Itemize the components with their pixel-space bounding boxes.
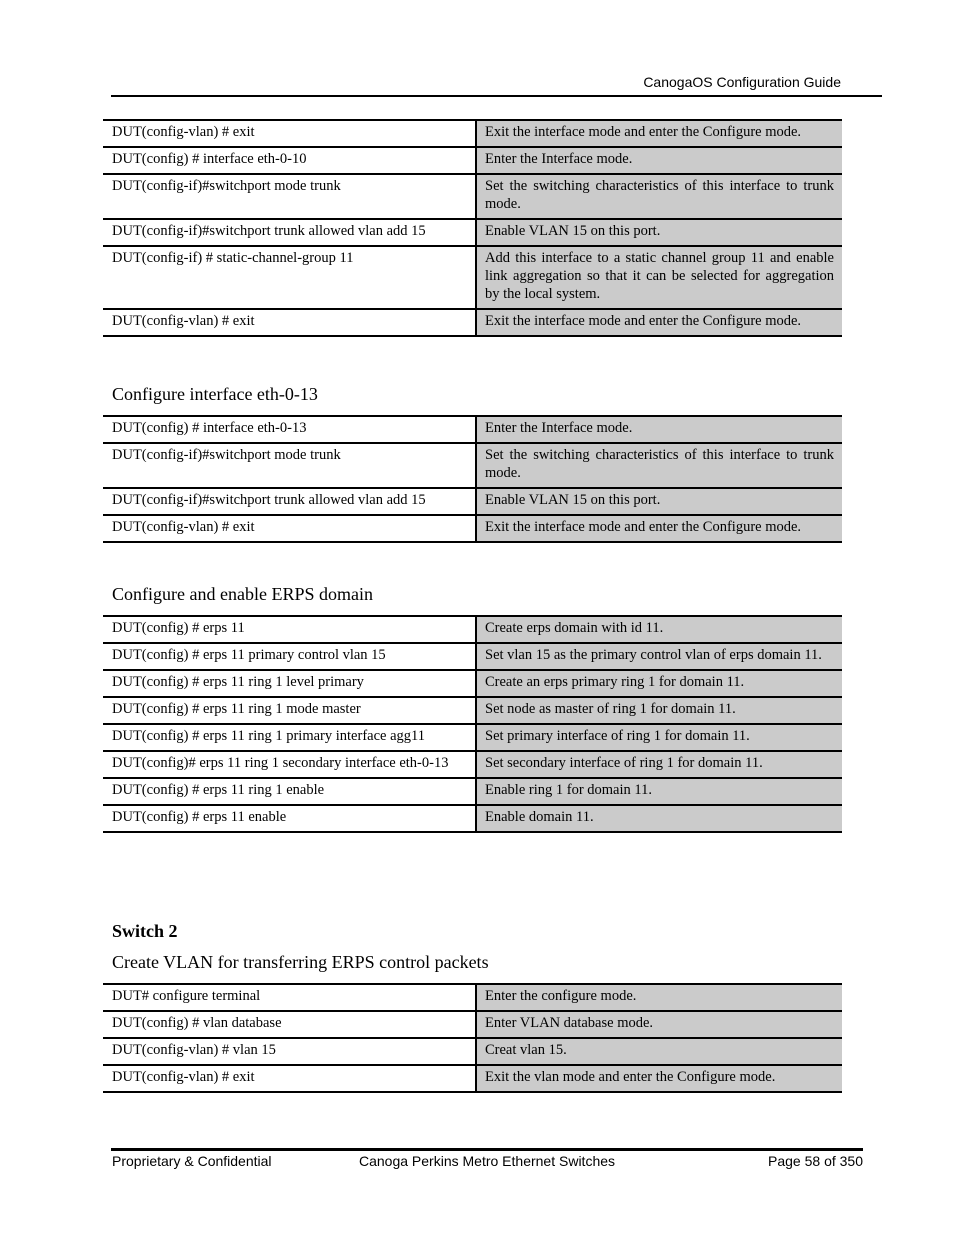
description-cell: Enter VLAN database mode. (477, 1012, 842, 1037)
table-row (103, 804, 842, 833)
command-cell: DUT(config-if) # static-channel-group 11 (103, 247, 477, 308)
description-cell: Set node as master of ring 1 for domain 11. (477, 698, 842, 723)
description-cell: Set the switching characteristics of this interface to trunk mode. (477, 175, 842, 218)
description-cell: Exit the interface mode and enter the Configure mode. (477, 310, 842, 335)
command-cell: DUT# configure terminal (103, 985, 477, 1010)
table-row (103, 514, 842, 543)
description-cell: Enter the configure mode. (477, 985, 842, 1010)
command-cell: DUT(config) # interface eth-0-13 (103, 417, 477, 442)
section-heading-eth13: Configure interface eth-0-13 (112, 384, 318, 404)
command-cell: DUT(config) # vlan database (103, 1012, 477, 1037)
description-cell: Set vlan 15 as the primary control vlan of erps domain 11. (477, 644, 842, 669)
header-title: CanogaOS Configuration Guide (643, 74, 841, 90)
command-table-eth10 (103, 119, 842, 337)
description-cell: Set the switching characteristics of this interface to trunk mode. (477, 444, 842, 487)
command-cell: DUT(config) # erps 11 ring 1 enable (103, 779, 477, 804)
table-row (103, 1037, 842, 1064)
table-row (103, 642, 842, 669)
command-cell: DUT(config-if)#switchport mode trunk (103, 175, 477, 218)
header-divider (111, 95, 882, 97)
table-row (103, 777, 842, 804)
table-row (103, 173, 842, 218)
command-cell: DUT(config-if)#switchport mode trunk (103, 444, 477, 487)
table-row (103, 723, 842, 750)
table-row (103, 1010, 842, 1037)
command-cell: DUT(config-vlan) # exit (103, 310, 477, 335)
description-cell: Create erps domain with id 11. (477, 617, 842, 642)
table-row (103, 696, 842, 723)
footer-right: Page 58 of 350 (768, 1153, 863, 1169)
command-cell: DUT(config) # erps 11 ring 1 primary interface agg11 (103, 725, 477, 750)
command-cell: DUT(config) # erps 11 ring 1 level primary (103, 671, 477, 696)
command-cell: DUT(config-vlan) # exit (103, 121, 477, 146)
section-heading-erps: Configure and enable ERPS domain (112, 584, 373, 604)
command-cell: DUT(config-vlan) # vlan 15 (103, 1039, 477, 1064)
table-row (103, 119, 842, 146)
description-cell: Enable domain 11. (477, 806, 842, 831)
command-table-erps (103, 615, 842, 833)
table-row (103, 615, 842, 642)
description-cell: Exit the vlan mode and enter the Configure mode. (477, 1066, 842, 1091)
description-cell: Add this interface to a static channel group 11 and enable link aggregation so that it can be selected for aggregation by the local system. (477, 247, 842, 308)
command-cell: DUT(config) # erps 11 ring 1 mode master (103, 698, 477, 723)
command-cell: DUT(config-if)#switchport trunk allowed vlan add 15 (103, 489, 477, 514)
section-heading-vlan: Create VLAN for transferring ERPS control packets (112, 952, 489, 972)
description-cell: Create an erps primary ring 1 for domain 11. (477, 671, 842, 696)
table-row (103, 750, 842, 777)
description-cell: Enable VLAN 15 on this port. (477, 489, 842, 514)
description-cell: Enable ring 1 for domain 11. (477, 779, 842, 804)
footer-center: Canoga Perkins Metro Ethernet Switches (359, 1153, 616, 1169)
table-row (103, 983, 842, 1010)
command-cell: DUT(config) # interface eth-0-10 (103, 148, 477, 173)
footer-divider (111, 1148, 863, 1151)
footer-left: Proprietary & Confidential (112, 1153, 272, 1169)
command-cell: DUT(config-if)#switchport trunk allowed vlan add 15 (103, 220, 477, 245)
description-cell: Exit the interface mode and enter the Configure mode. (477, 121, 842, 146)
command-cell: DUT(config-vlan) # exit (103, 1066, 477, 1091)
command-table-eth13 (103, 415, 842, 543)
command-cell: DUT(config-vlan) # exit (103, 516, 477, 541)
description-cell: Enable VLAN 15 on this port. (477, 220, 842, 245)
table-row (103, 308, 842, 337)
table-row (103, 669, 842, 696)
table-row (103, 218, 842, 245)
table-row (103, 442, 842, 487)
description-cell: Set secondary interface of ring 1 for domain 11. (477, 752, 842, 777)
table-row (103, 1064, 842, 1093)
table-row (103, 487, 842, 514)
description-cell: Enter the Interface mode. (477, 148, 842, 173)
command-cell: DUT(config) # erps 11 enable (103, 806, 477, 831)
description-cell: Enter the Interface mode. (477, 417, 842, 442)
command-table-vlan (103, 983, 842, 1093)
description-cell: Set primary interface of ring 1 for domain 11. (477, 725, 842, 750)
command-cell: DUT(config) # erps 11 primary control vlan 15 (103, 644, 477, 669)
table-row (103, 245, 842, 308)
table-row (103, 415, 842, 442)
command-cell: DUT(config) # erps 11 (103, 617, 477, 642)
table-row (103, 146, 842, 173)
command-cell: DUT(config)# erps 11 ring 1 secondary interface eth-0-13 (103, 752, 477, 777)
description-cell: Creat vlan 15. (477, 1039, 842, 1064)
description-cell: Exit the interface mode and enter the Configure mode. (477, 516, 842, 541)
section-heading-switch2: Switch 2 (112, 921, 178, 941)
